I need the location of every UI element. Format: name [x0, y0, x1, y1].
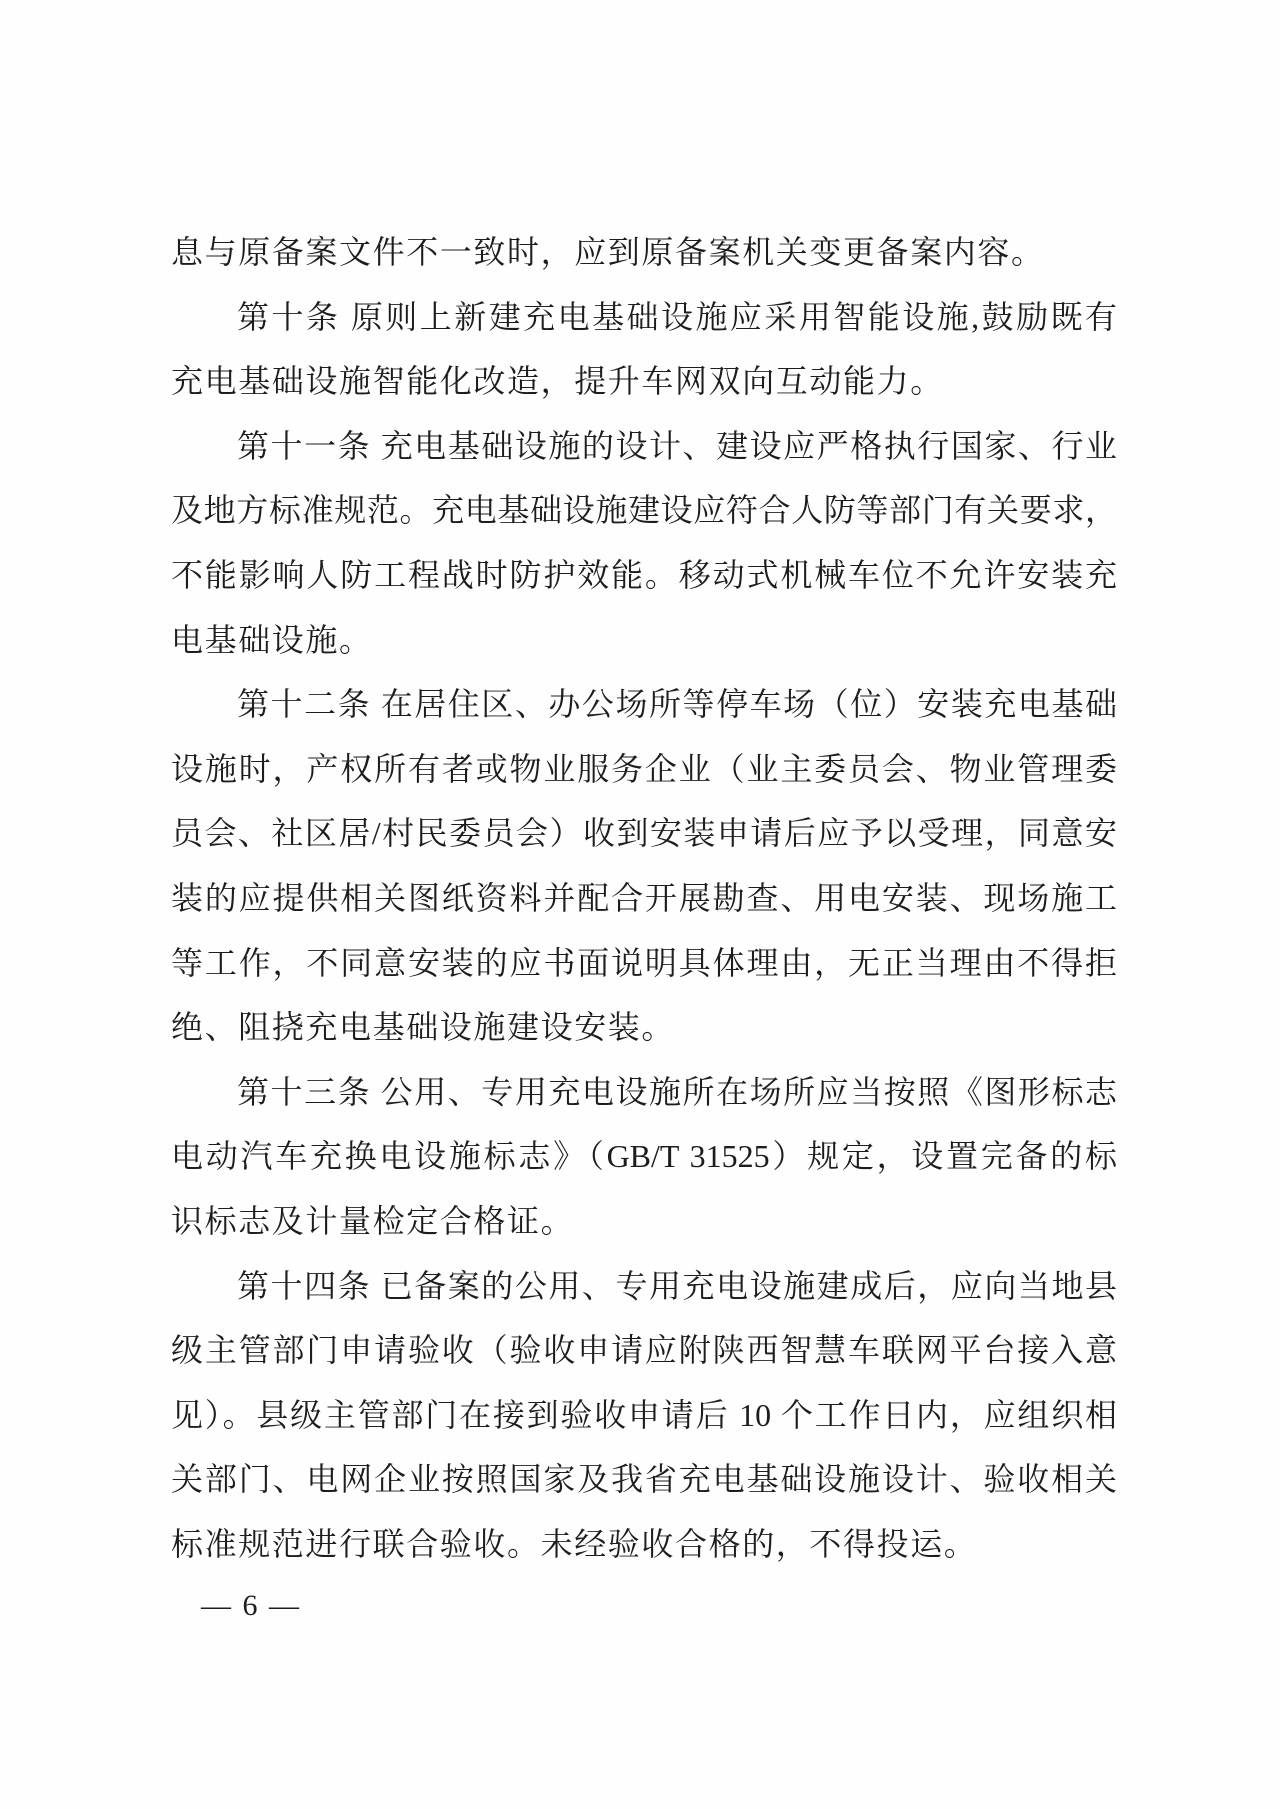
text-line: 不能影响人防工程战时防护效能。移动式机械车位不允许安装充	[171, 556, 1117, 593]
text-line: 第十一条 充电基础设施的设计、建设应严格执行国家、行业	[237, 427, 1117, 464]
text-line: 识标志及计量检定合格证。	[171, 1202, 575, 1239]
text-line: 第十条 原则上新建充电基础设施应采用智能设施,鼓励既有	[237, 298, 1117, 335]
text-line: 第十二条 在居住区、办公场所等停车场（位）安装充电基础	[237, 686, 1117, 723]
text-line: 电基础设施。	[171, 621, 373, 658]
text-line: 息与原备案文件不一致时，应到原备案机关变更备案内容。	[171, 234, 1045, 270]
text-line: 等工作，不同意安装的应书面说明具体理由，无正当理由不得拒	[171, 944, 1117, 981]
text-line: 员会、社区居/村民委员会）收到安装申请后应予以受理，同意安	[171, 815, 1117, 852]
text-line: 标准规范进行联合验收。未经验收合格的，不得投运。	[171, 1525, 978, 1562]
text-line: 级主管部门申请验收（验收申请应附陕西智慧车联网平台接入意	[171, 1332, 1117, 1369]
text-line: 第十四条 已备案的公用、专用充电设施建成后，应向当地县	[237, 1267, 1117, 1304]
text-line: 充电基础设施智能化改造，提升车网双向互动能力。	[171, 363, 944, 400]
text-line: 见）。县级主管部门在接到验收申请后 10 个工作日内，应组织相	[171, 1396, 1117, 1433]
text-line: 第十三条 公用、专用充电设施所在场所应当按照《图形标志	[237, 1073, 1117, 1110]
text-line: 设施时，产权所有者或物业服务企业（业主委员会、物业管理委	[171, 750, 1117, 787]
text-line: 及地方标准规范。充电基础设施建设应符合人防等部门有关要求，	[171, 492, 1117, 529]
document-body	[171, 220, 1117, 1576]
text-line: 关部门、电网企业按照国家及我省充电基础设施设计、验收相关	[171, 1461, 1117, 1498]
text-line: 电动汽车充换电设施标志》（GB/T 31525）规定，设置完备的标	[171, 1138, 1117, 1175]
page-number: — 6 —	[201, 1589, 301, 1622]
text-line: 绝、阻挠充电基础设施建设安装。	[171, 1009, 676, 1046]
text-line: 装的应提供相关图纸资料并配合开展勘查、用电安装、现场施工	[171, 879, 1117, 916]
